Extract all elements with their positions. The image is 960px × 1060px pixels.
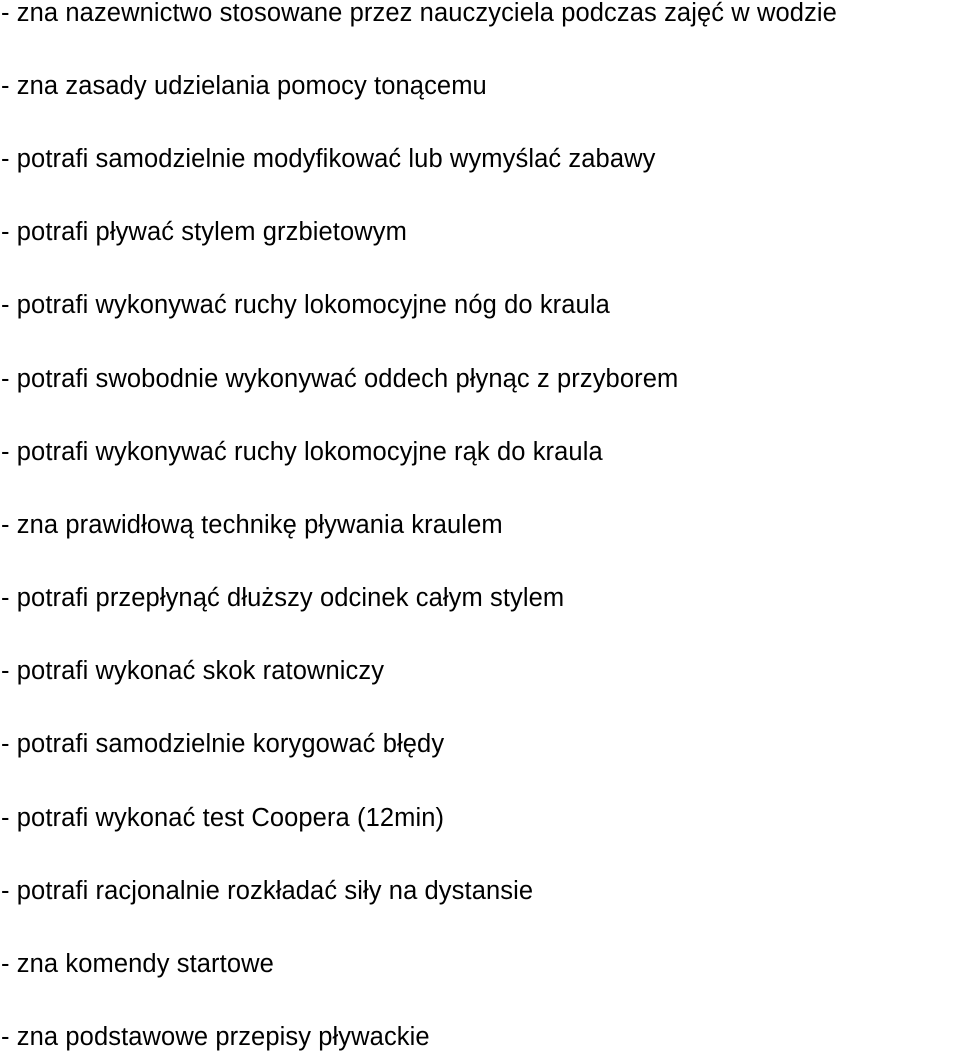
list-item: - zna podstawowe przepisy pływackie (1, 1023, 430, 1051)
list-item: - potrafi samodzielnie modyfikować lub wymyślać zabawy (1, 145, 656, 173)
list-item: - zna prawidłową technikę pływania kraulem (1, 511, 503, 539)
list-item: - potrafi wykonywać ruchy lokomocyjne rąk do kraula (1, 438, 603, 466)
list-item: - zna nazewnictwo stosowane przez nauczyciela podczas zajęć w wodzie (1, 0, 837, 27)
list-item: - potrafi wykonać test Coopera (12min) (1, 804, 445, 832)
list-item: - potrafi racjonalnie rozkładać siły na dystansie (1, 877, 534, 905)
list-item: - potrafi wykonywać ruchy lokomocyjne nóg do kraula (1, 291, 610, 319)
list-item: - potrafi samodzielnie korygować błędy (1, 730, 445, 758)
list-item: - zna komendy startowe (1, 950, 274, 978)
list-item: - potrafi pływać stylem grzbietowym (1, 218, 407, 246)
list-item: - potrafi przepłynąć dłuższy odcinek całym stylem (1, 584, 565, 612)
list-item: - zna zasady udzielania pomocy tonącemu (1, 72, 487, 100)
list-item: - potrafi swobodnie wykonywać oddech płynąc z przyborem (1, 365, 679, 393)
list-item: - potrafi wykonać skok ratowniczy (1, 657, 385, 685)
